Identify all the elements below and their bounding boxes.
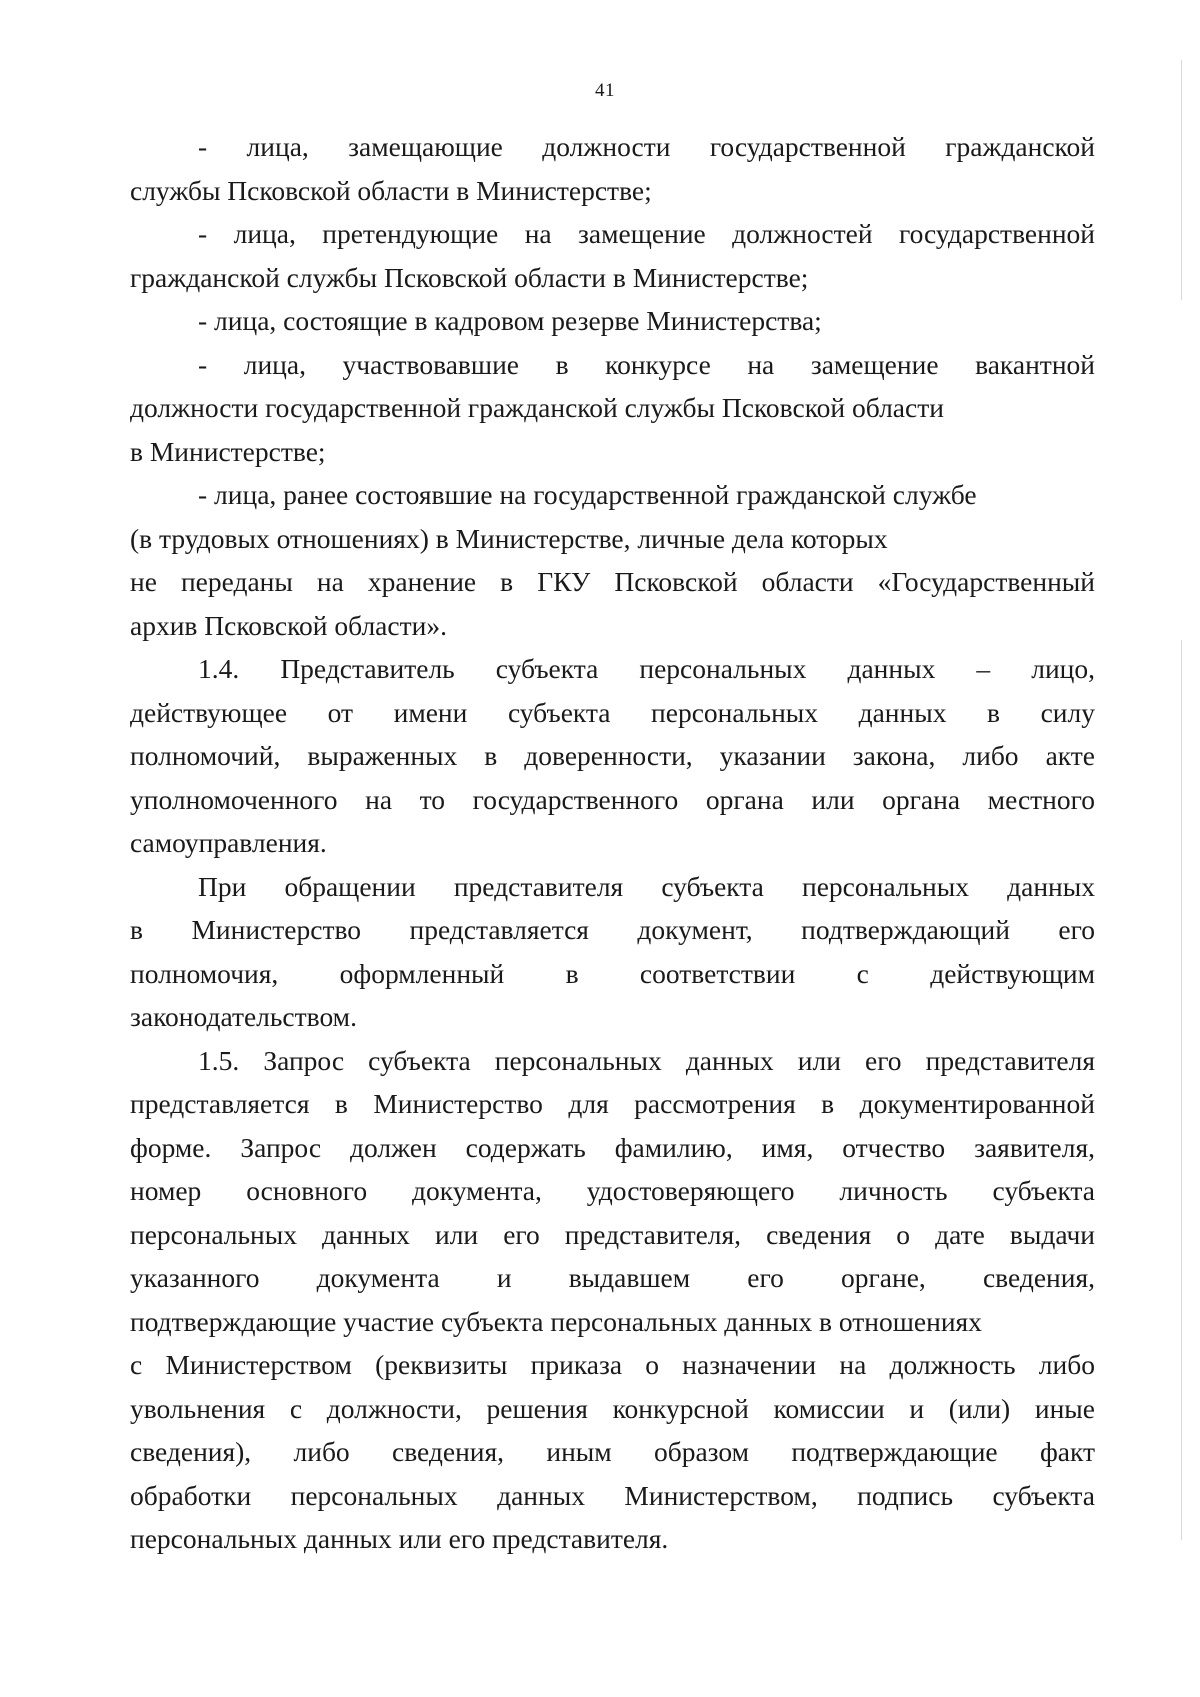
paragraph-p3: [130, 299, 1095, 343]
text-line: самоуправления.: [130, 827, 327, 858]
text-line: увольнения с должности, решения конкурсной комиссии и (или) иные: [130, 1392, 1095, 1424]
paragraph-p1: [130, 125, 1095, 212]
text-line: указанного документа и выдавшем его органе, сведения,: [130, 1262, 1095, 1293]
text-line: действующее от имени субъекта персональных данных в силу: [130, 696, 1095, 728]
paragraph-p6: [130, 647, 1095, 865]
text-line: с Министерством (реквизиты приказа о назначении на должность либо: [130, 1349, 1095, 1380]
text-line: подтверждающие участие субъекта персональных данных в отношениях: [130, 1305, 982, 1337]
text-line: в Министерстве;: [130, 435, 326, 467]
text-line: полномочий, выраженных в доверенности, указании закона, либо акте: [130, 740, 1095, 771]
text-line: При обращении представителя субъекта персональных данных: [198, 870, 1095, 902]
text-line: в Министерство представляется документ, подтверждающий его: [130, 914, 1095, 945]
text-line: - лица, претендующие на замещение должностей государственной: [198, 218, 1095, 249]
paragraph-p2: [130, 212, 1095, 299]
text-line: - лица, участвовавшие в конкурсе на замещение вакантной: [198, 348, 1095, 380]
text-line: персональных данных или его представителя.: [130, 1523, 669, 1554]
paragraph-p5: [130, 473, 1095, 647]
text-line: службы Псковской области в Министерстве;: [130, 174, 652, 206]
text-line: не переданы на хранение в ГКУ Псковской области «Государственный: [130, 566, 1095, 597]
text-line: 1.4. Представитель субъекта персональных данных – лицо,: [198, 653, 1095, 684]
text-line: должности государственной гражданской службы Псковской области: [130, 392, 944, 423]
text-line: сведения), либо сведения, иным образом подтверждающие факт: [130, 1436, 1095, 1467]
text-line: - лица, состоящие в кадровом резерве Министерства;: [198, 305, 822, 336]
text-line: номер основного документа, удостоверяющего личность субъекта: [130, 1175, 1095, 1206]
text-line: (в трудовых отношениях) в Министерстве, личные дела которых: [130, 522, 888, 554]
paragraph-p8: [130, 1039, 1095, 1561]
page-number: 41: [595, 80, 615, 101]
text-line: полномочия, оформленный в соответствии с действующим: [130, 957, 1095, 989]
scan-edge-mark: [1181, 640, 1182, 1540]
text-line: - лица, замещающие должности государственной гражданской: [198, 131, 1095, 162]
text-line: законодательством.: [130, 1001, 357, 1032]
paragraph-p7: [130, 865, 1095, 1039]
paragraph-p4: [130, 343, 1095, 474]
document-body: [130, 125, 1095, 1561]
scan-edge-mark: [1181, 60, 1182, 300]
text-line: представляется в Министерство для рассмотрения в документированной: [130, 1088, 1095, 1119]
text-line: персональных данных или его представителя, сведения о дате выдачи: [130, 1218, 1095, 1250]
text-line: форме. Запрос должен содержать фамилию, имя, отчество заявителя,: [130, 1131, 1095, 1163]
text-line: уполномоченного на то государственного органа или органа местного: [130, 783, 1095, 815]
text-line: гражданской службы Псковской области в Министерстве;: [130, 261, 809, 293]
text-line: архив Псковской области».: [130, 609, 447, 641]
text-line: 1.5. Запрос субъекта персональных данных или его представителя: [198, 1044, 1095, 1076]
text-line: обработки персональных данных Министерством, подпись субъекта: [130, 1479, 1095, 1511]
text-line: - лица, ранее состоявшие на государственной гражданской службе: [198, 479, 977, 510]
